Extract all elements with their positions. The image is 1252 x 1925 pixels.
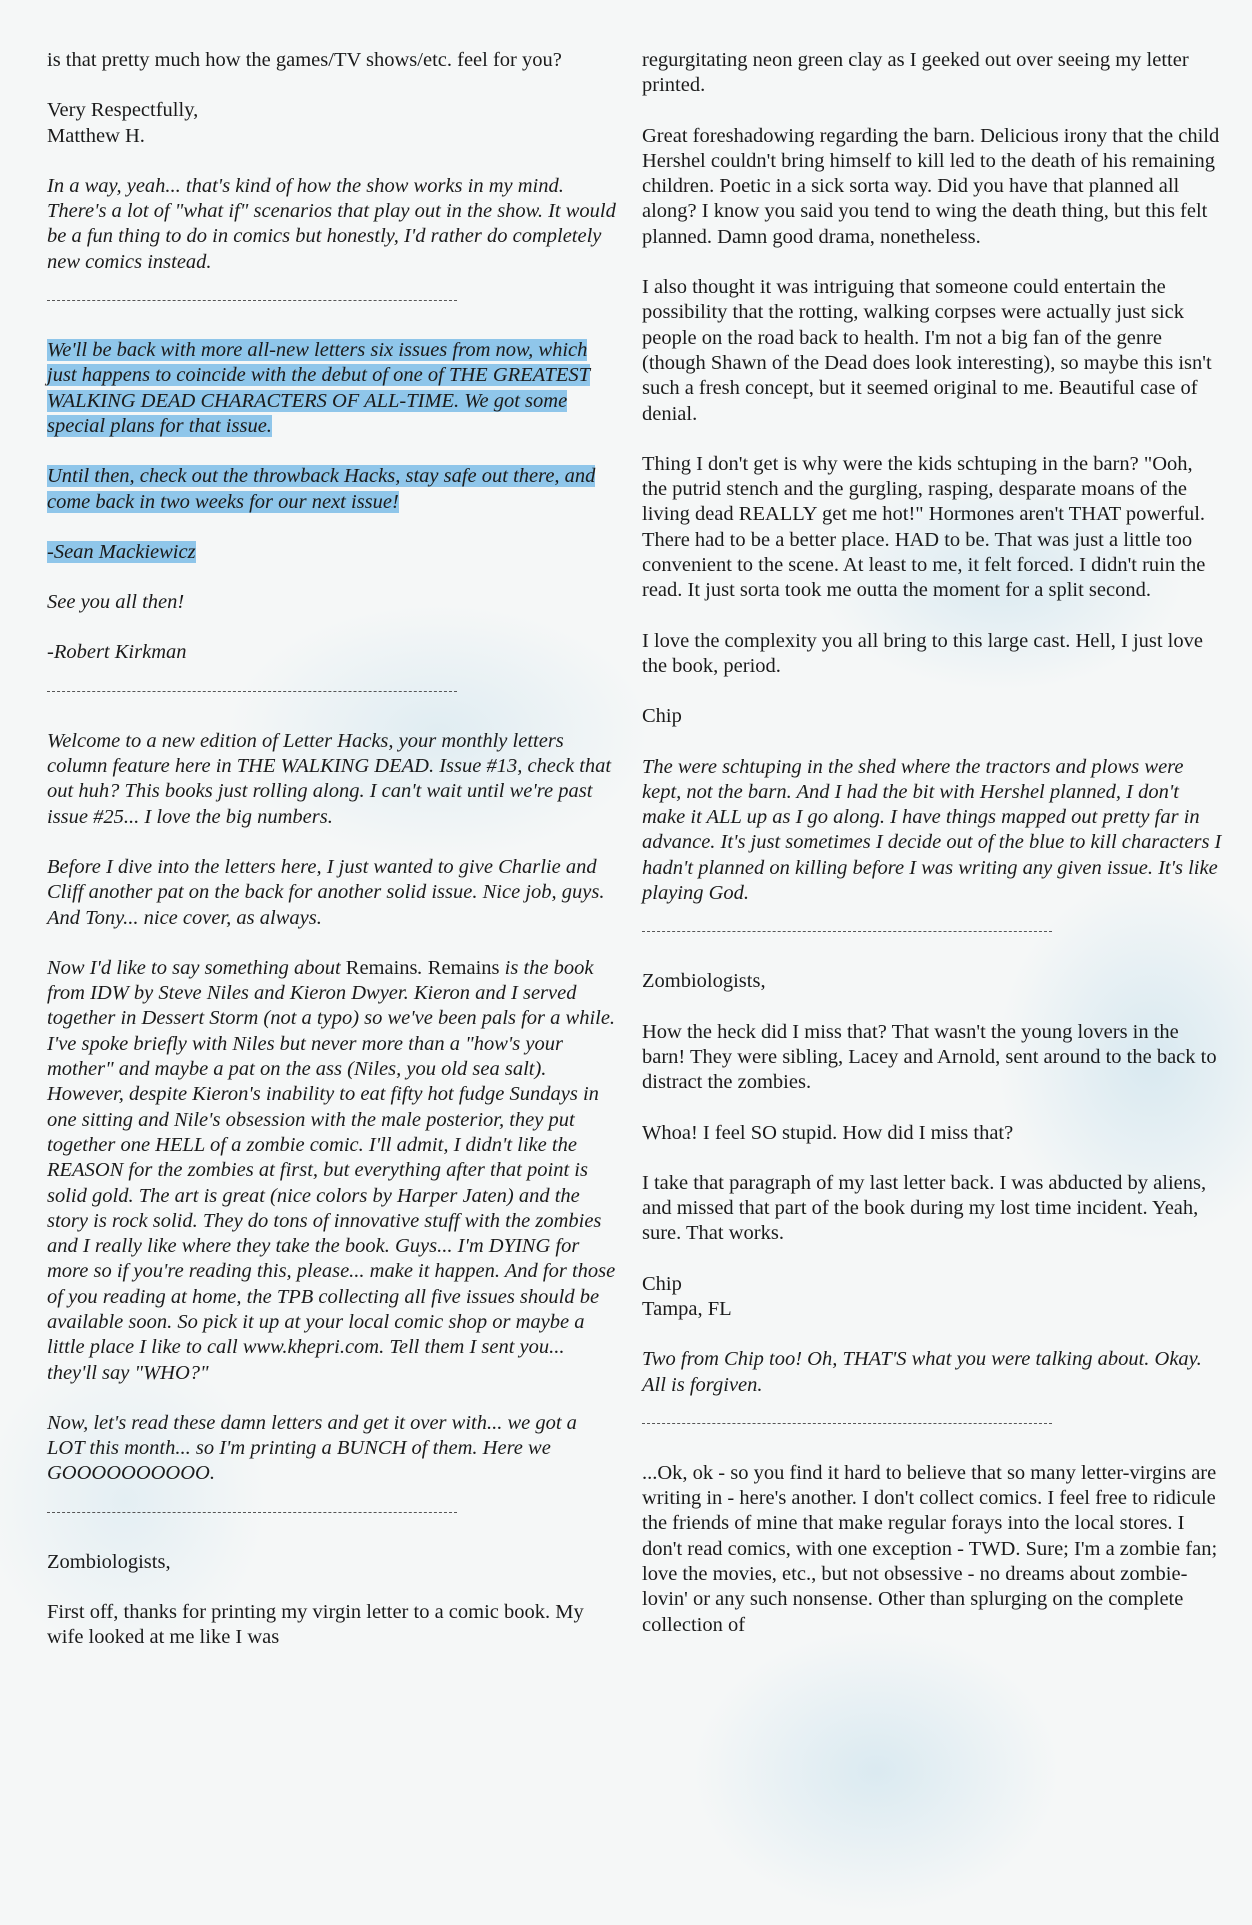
letter-text: First off, thanks for printing my virgin letter to a comic book. My wife looked at me like I was <box>47 1601 584 1649</box>
signoff-name: Chip <box>642 1272 682 1295</box>
section-divider <box>47 300 457 301</box>
signoff-name: Matthew H. <box>47 124 145 147</box>
letter-text: I take that paragraph of my last letter back. I was abducted by aliens, and missed that part of the book during my lost time incident. Yeah, sure. That works. <box>642 1171 1207 1245</box>
book-title: Remains <box>427 956 500 979</box>
letter-text: regurgitating neon green clay as I geeked out over seeing my letter printed. <box>642 49 1189 97</box>
section-divider <box>642 931 1052 932</box>
intro-text: Now I'd like to say something about <box>47 956 346 979</box>
highlighted-text[interactable]: -Sean Mackiewicz <box>47 540 196 563</box>
book-title: Remains <box>345 956 418 979</box>
signoff-location: Tampa, FL <box>642 1297 732 1320</box>
highlighted-text[interactable]: We'll be back with more all-new letters six issues from now, which just happens to coincide with the debut of one of THE GREATEST WALKING DEAD CHARACTERS OF ALL-TIME. We got some special plans for that issue. <box>47 339 591 437</box>
letter-text: Whoa! I feel SO stupid. How did I miss that? <box>642 1121 1014 1144</box>
section-divider <box>47 1512 457 1513</box>
highlighted-announcement[interactable] <box>47 338 619 439</box>
letter-text: ...Ok, ok - so you find it hard to believe that so many letter-virgins are writing in - here's another. I don't collect comics. I feel free to ridicule the friends of mine that make regular forays into the local stores. I don't read comics, with one exception - TWD. Sure; I'm a zombie fan; love the movies, etc., but not obsessive - no dreams about zombie-lovin' or any such nonsense. Other than splurging on the complete collection of <box>642 1461 1218 1636</box>
highlighted-signature[interactable] <box>47 540 619 565</box>
letter-signoff <box>642 1272 1222 1323</box>
editor-text: See you all then! <box>47 591 185 614</box>
letter-text: Great foreshadowing regarding the barn. Delicious irony that the child Hershel couldn't bring himself to kill led to the death of his remaining children. Poetic in a sick sorta way. Did you have that planned all along? I know you said you tend to wing the death thing, but this felt planned. Damn good drama, nonetheless. <box>642 124 1220 248</box>
column-intro: Now, let's read these damn letters and get it over with... we got a LOT this month... so I'm printing a BUNCH of them. Here we GOOOOOOOOOO. <box>47 1411 577 1485</box>
highlighted-text[interactable]: Until then, check out the throwback Hacks, stay safe out there, and come back in two weeks for our next issue! <box>47 465 596 513</box>
letter-text: I also thought it was intriguing that someone could entertain the possibility that the rotting, walking corpses were actually just sick people on the road back to health. I'm not a big fan of the genre (though Shawn of the Dead does look interesting), so maybe this isn't such a fresh concept, but it seemed original to me. Beautiful case of denial. <box>642 276 1212 425</box>
letter-signoff <box>47 98 619 149</box>
letter-text: How the heck did I miss that? That wasn't the young lovers in the barn! They were sibling, Lacey and Arnold, sent around to the back to distract the zombies. <box>642 1020 1217 1094</box>
section-divider <box>47 691 457 692</box>
left-column <box>47 48 619 1676</box>
letter-salutation: Zombiologists, <box>47 1550 171 1573</box>
column-intro <box>47 956 619 1386</box>
column-intro: Welcome to a new edition of Letter Hacks, your monthly letters column feature here in THE WALKING DEAD. Issue #13, check that out huh? This books just rolling along. I can't wait until we're past issue #25... I love the big numbers. <box>47 729 612 828</box>
highlighted-announcement[interactable] <box>47 464 619 515</box>
column-intro: Before I dive into the letters here, I just wanted to give Charlie and Cliff another pat on the back for another solid issue. Nice job, guys. And Tony... nice cover, as always. <box>47 855 605 929</box>
editor-reply: Two from Chip too! Oh, THAT'S what you were talking about. Okay. All is forgiven. <box>642 1348 1202 1396</box>
letter-salutation: Zombiologists, <box>642 970 766 993</box>
editor-signature: -Robert Kirkman <box>47 641 187 664</box>
letter-text: I love the complexity you all bring to this large cast. Hell, I just love the book, period. <box>642 629 1203 677</box>
right-column <box>642 48 1222 1663</box>
intro-text: . <box>417 956 428 979</box>
letter-signoff: Chip <box>642 705 682 728</box>
intro-text: is the book from IDW by Steve Niles and Kieron Dwyer. Kieron and I served together in Dessert Storm (not a typo) so we've been pals for a while. I've spoke briefly with Niles but never more than a "how's your mother" and maybe a pat on the ass (Niles, you old sea salt). However, despite Kieron's inability to eat fifty hot fudge Sundays in one sitting and Nile's obsession with the male posterior, they put together one HELL of a zombie comic. I'll admit, I didn't like the REASON for the zombies at first, but everything after that point is solid gold. The art is great (nice colors by Harper Jaten) and the story is rock solid. They do tons of innovative stuff with the zombies and I really like where they take the book. Guys... I'm DYING for more so if you're reading this, please... make it happen. And for those of you reading at home, the TPB collecting all five issues should be available soon. So pick it up at your local comic shop or maybe a little place I like to call www.khepri.com. Tell them I sent you... they'll say "WHO?" <box>47 956 616 1384</box>
editor-reply: In a way, yeah... that's kind of how the show works in my mind. There's a lot of "what if" scenarios that play out in the show. It would be a fun thing to do in comics but honestly, I'd rather do completely new comics instead. <box>47 174 616 273</box>
letter-text: Thing I don't get is why were the kids schtuping in the barn? "Ooh, the putrid stench and the gurgling, rasping, desparate moans of the living dead REALLY get me hot!" Hormones aren't THAT powerful. There had to be a better place. HAD to be. That was just a little too convenient to the scene. At least to me, it felt forced. I didn't ruin the read. It just sorta took me outta the moment for a split second. <box>642 452 1206 602</box>
section-divider <box>642 1423 1052 1424</box>
editor-reply: The were schtuping in the shed where the tractors and plows were kept, not the barn. And I had the bit with Hershel planned, I don't make it ALL up as I go along. I have things mapped out pretty far in advance. It's just sometimes I decide out of the blue to kill characters I hadn't planned on killing before I was writing any given issue. It's like playing God. <box>642 755 1222 905</box>
letter-text: is that pretty much how the games/TV shows/etc. feel for you? <box>47 49 562 71</box>
signoff-line: Very Respectfully, <box>47 99 199 122</box>
